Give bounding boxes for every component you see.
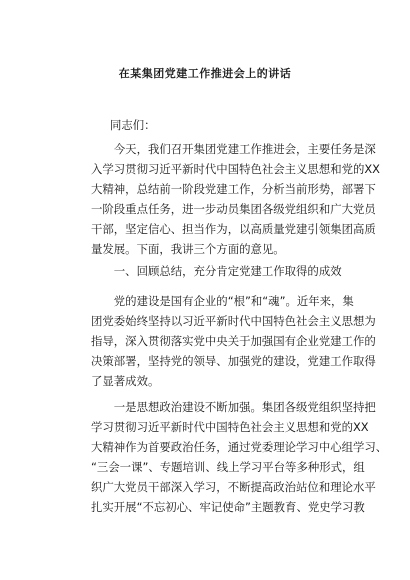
text-line: 决策部署，坚持党的领导、加强党的建设，党建工作取得: [91, 353, 376, 368]
text-line: 入学习贯彻习近平新时代中国特色社会主义思想和党的XX: [91, 161, 380, 176]
text-line: 一是思想政治建设不断加强。集团各级党组织坚持把: [91, 400, 376, 414]
salutation: 同志们：: [110, 118, 156, 132]
paragraph-opening: [91, 140, 380, 259]
text-line: 指导，深入贯彻落实党中央关于加强国有企业党建工作的: [91, 333, 376, 348]
text-line: 团党委始终坚持以习近平新时代中国特色社会主义思想为: [91, 313, 376, 328]
text-line: 党的建设是国有企业的“根”和“魂”。近年来，集: [91, 294, 354, 308]
section-heading: [91, 262, 357, 282]
paragraph-review: [91, 292, 376, 392]
document-title: 在某集团党建工作推进会上的讲话: [118, 67, 292, 80]
text-line: 了显著成效。: [91, 373, 160, 388]
text-line: 大精神作为首要政治任务，通过党委理论学习中心组学习、: [91, 439, 388, 454]
text-line: 学习贯彻习近平新时代中国特色社会主义思想和党的XX: [91, 419, 369, 434]
text-line: 一阶段重点任务，进一步动员集团各级党组织和广大党员: [91, 201, 376, 216]
paragraph-ideology: [91, 398, 388, 517]
text-line: 扎实开展“不忘初心、牢记使命”主题教育、党史学习教: [91, 499, 365, 514]
text-line: 一、回顾总结，充分肯定党建工作取得的成效: [91, 264, 342, 278]
text-line: 织广大党员干部深入学习，不断提高政治站位和理论水平: [91, 479, 376, 494]
text-line: “三会一课”、专题培训、线上学习平台等多种形式，组: [91, 459, 365, 474]
text-line: 大精神，总结前一阶段党建工作，分析当前形势，部署下: [91, 181, 376, 196]
text-line: 量发展。下面，我讲三个方面的意见。: [91, 241, 285, 256]
text-line: 今天，我们召开集团党建工作推进会，主要任务是深: [91, 142, 376, 156]
text-line: 干部，坚定信心、担当作为，以高质量党建引领集团高质: [91, 221, 376, 236]
